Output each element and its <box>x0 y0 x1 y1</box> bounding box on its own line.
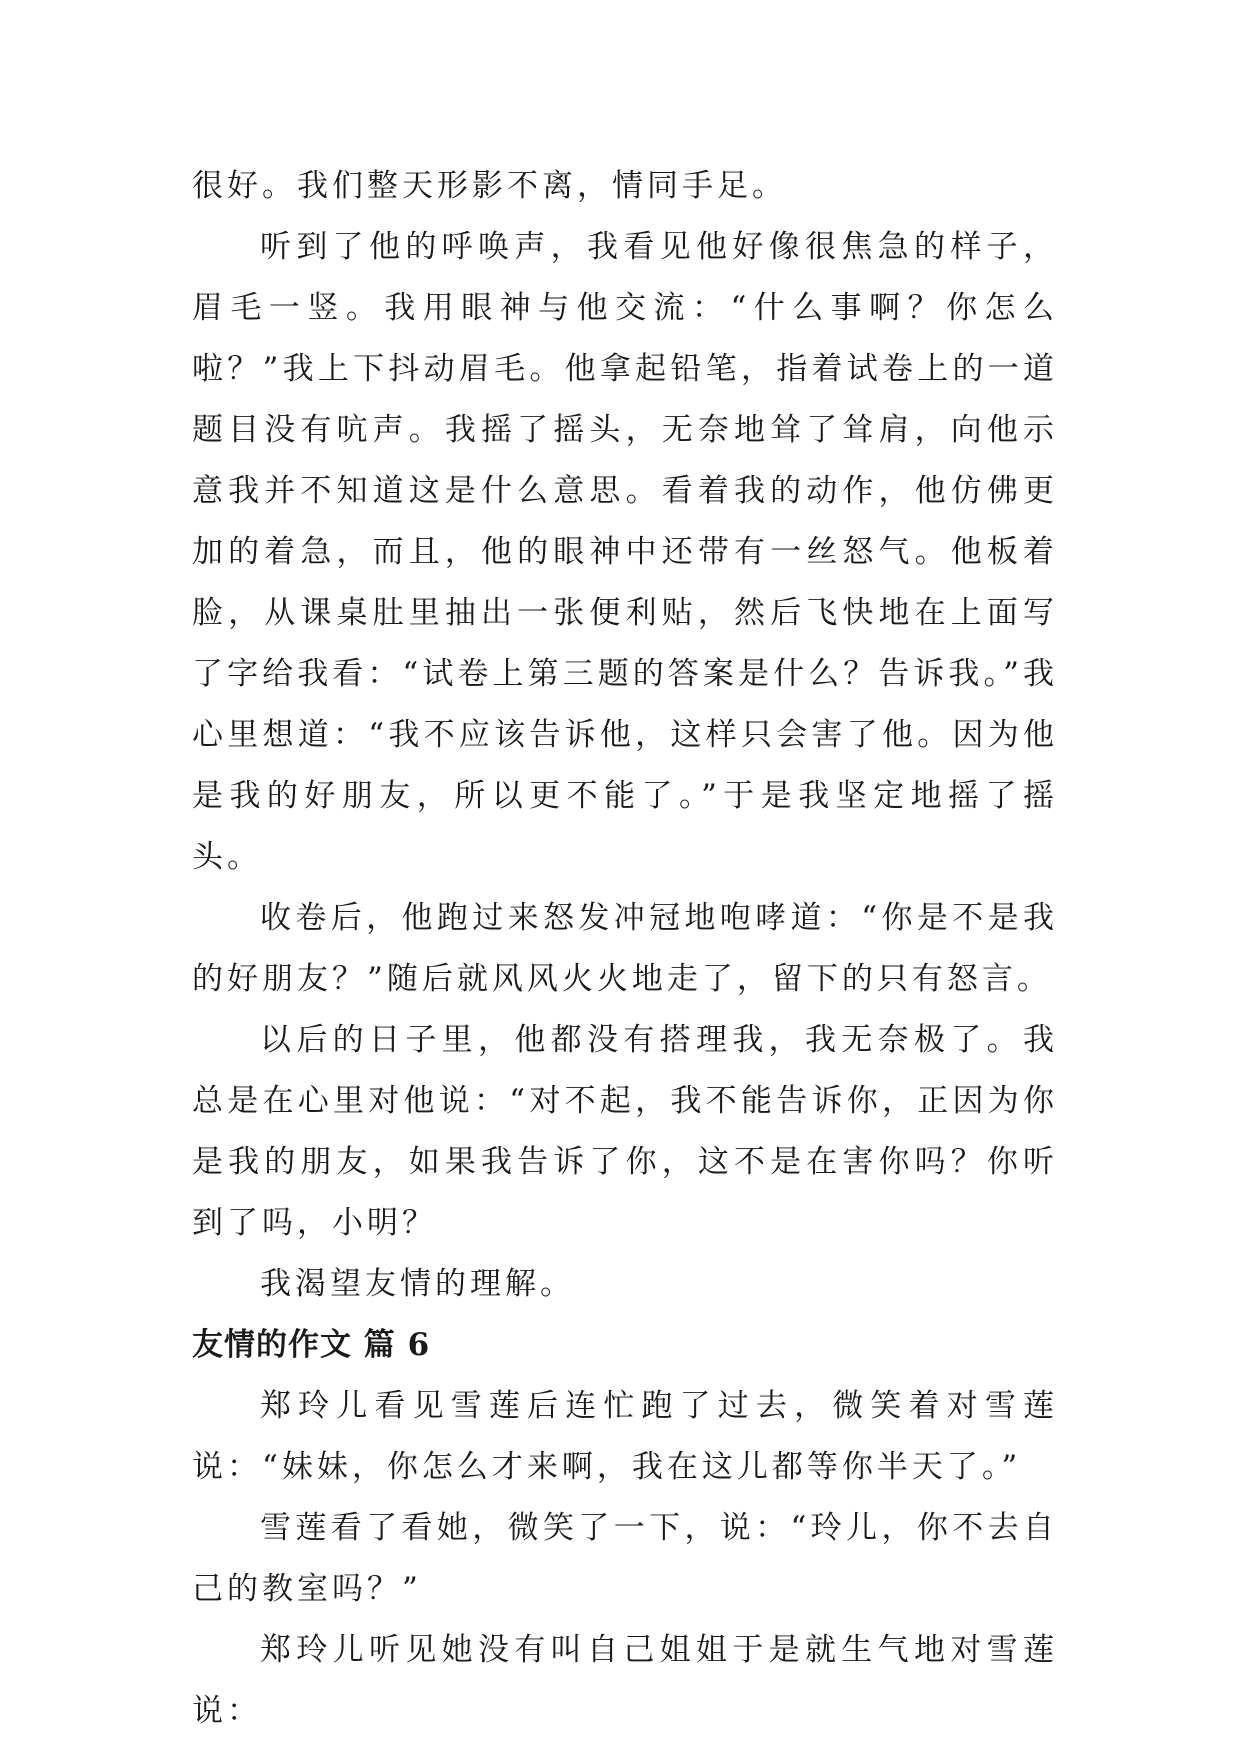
section-paragraph-2: 雪莲看了看她，微笑了一下，说：“玲儿，你不去自己的教室吗？” <box>192 1510 1058 1607</box>
paragraph-4: 以后的日子里，他都没有搭理我，我无奈极了。我总是在心里对他说：“对不起，我不能告诉你，正因为你是我的朋友，如果我告诉了你，这不是在害你吗？你听到了吗，小明？ <box>192 1022 1058 1241</box>
paragraph-1: 很好。我们整天形影不离，情同手足。 <box>192 168 787 204</box>
paragraph-2: 听到了他的呼唤声，我看见他好像很焦急的样子，眉毛一竖。我用眼神与他交流：“什么事啊？你怎么啦？”我上下抖动眉毛。他拿起铅笔，指着试卷上的一道题目没有吭声。我摇了摇头，无奈地耸了耸肩，向他示意我并不知道这是什么意思。看着我的动作，他仿佛更加的着急，而且，他的眼神中还带有一丝怒气。他板着脸，从课桌肚里抽出一张便利贴，然后飞快地在上面写了字给我看：“试卷上第三题的答案是什么？告诉我。”我心里想道：“我不应该告诉他，这样只会害了他。因为他是我的好朋友，所以更不能了。”于是我坚定地摇了摇头。 <box>192 229 1058 875</box>
paragraph-3: 收卷后，他跑过来怒发冲冠地咆哮道：“你是不是我的好朋友？”随后就风风火火地走了，留下的只有怒言。 <box>192 900 1058 997</box>
section-paragraph-3: 郑玲儿听见她没有叫自己姐姐于是就生气地对雪莲说： <box>192 1632 1058 1729</box>
document-body <box>192 156 1058 1742</box>
paragraph-5: 我渴望友情的理解。 <box>260 1266 575 1302</box>
section-paragraph-1: 郑玲儿看见雪莲后连忙跑了过去，微笑着对雪莲说：“妹妹，你怎么才来啊，我在这儿都等你半天了。” <box>192 1388 1058 1485</box>
section-heading: 友情的作文 篇 6 <box>192 1327 431 1363</box>
